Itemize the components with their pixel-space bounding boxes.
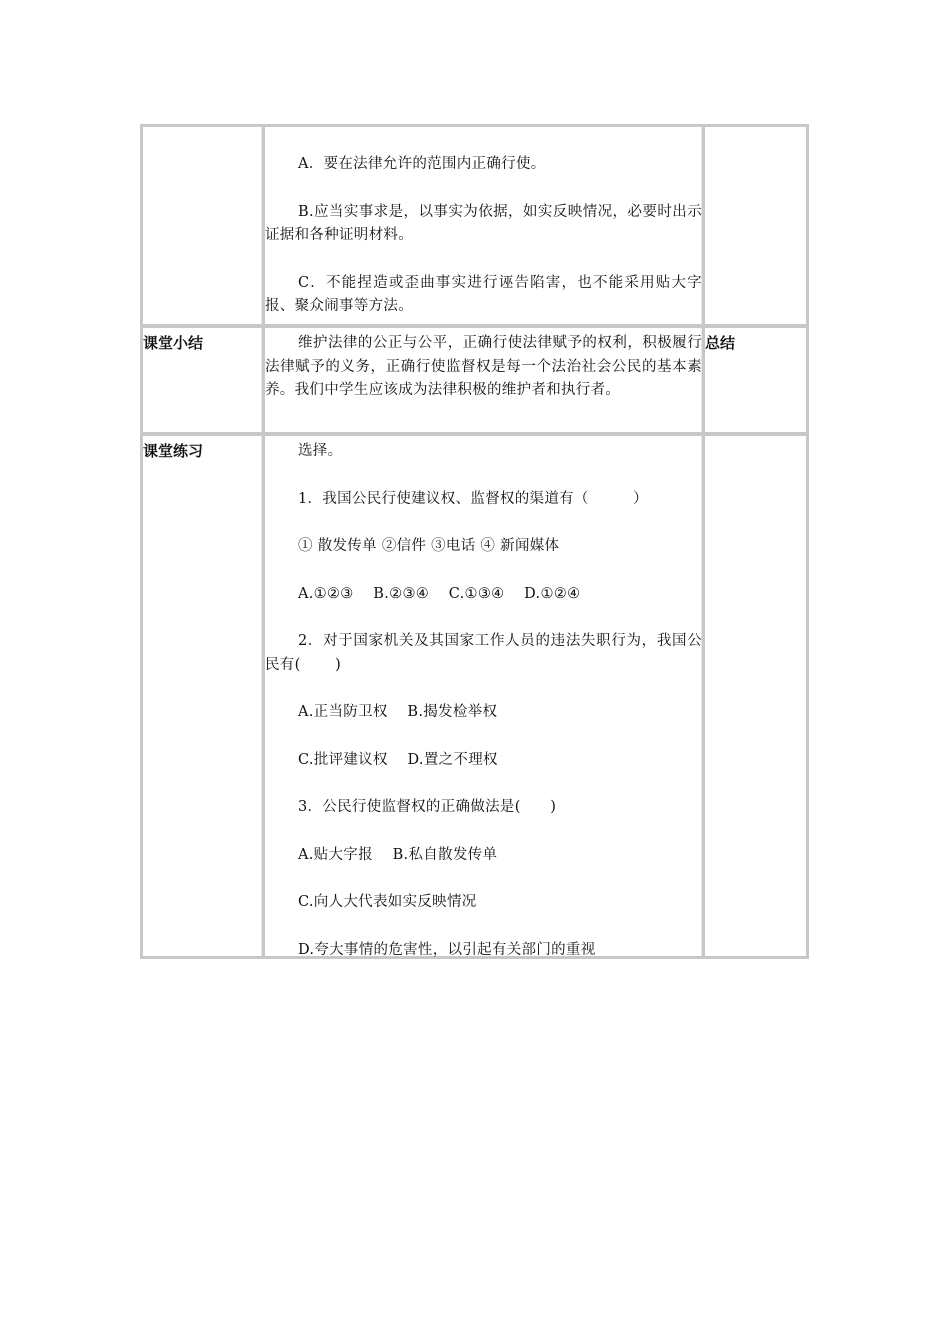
question-1: 1．我国公民行使建议权、监督权的渠道有（ ） [298, 490, 648, 507]
content-cell [265, 436, 705, 956]
question-3-options-ab: A.贴大字报 B.私自散发传单 [298, 846, 498, 863]
paragraph: B.应当实事求是，以事实为依据，如实反映情况，必要时出示证据和各种证明材料。 [265, 203, 702, 243]
row-note [705, 436, 806, 440]
lesson-plan-table [140, 124, 809, 959]
note-cell [705, 328, 806, 432]
row-note [705, 127, 806, 131]
question-3: 3．公民行使监督权的正确做法是( ) [298, 799, 557, 815]
table-row-class-exercise [143, 436, 806, 956]
table-row-class-summary [143, 328, 806, 436]
question-1-items: ① 散发传单 ②信件 ③电话 ④ 新闻媒体 [298, 538, 560, 554]
row-label-cell [143, 127, 265, 324]
paragraph: C．不能捏造或歪曲事实进行诬告陷害，也不能采用贴大字报、聚众闹事等方法。 [265, 274, 702, 314]
row-label-cell [143, 328, 265, 432]
row-label [143, 127, 262, 131]
question-2-options-cd: C.批评建议权 D.置之不理权 [298, 751, 498, 768]
paragraph: A．要在法律允许的范围内正确行使。 [298, 156, 546, 172]
row-label: 课堂练习 [143, 442, 204, 460]
question-2-options-ab: A.正当防卫权 B.揭发检举权 [298, 704, 498, 720]
question-2: 2．对于国家机关及其国家工作人员的违法失职行为，我国公民有( ) [265, 633, 702, 673]
question-3-option-d: D.夸大事情的危害性，以引起有关部门的重视 [298, 941, 596, 958]
question-3-option-c: C.向人大代表如实反映情况 [298, 894, 477, 910]
content-cell [265, 127, 705, 324]
note-cell [705, 436, 806, 956]
row-label-cell [143, 436, 265, 956]
content-cell [265, 328, 705, 432]
note-cell [705, 127, 806, 324]
paragraph: 维护法律的公正与公平，正确行使法律赋予的权利，积极履行法律赋予的义务，正确行使监督权是每一个法治社会公民的基本素养。我们中学生应该成为法律积极的维护者和执行者。 [265, 335, 702, 398]
paragraph: 选择。 [298, 443, 343, 459]
row-note: 总结 [705, 334, 736, 352]
table-row-rights-exercise [143, 127, 806, 328]
question-1-options: A.①②③ B.②③④ C.①③④ D.①②④ [298, 585, 581, 602]
row-label: 课堂小结 [143, 334, 204, 352]
